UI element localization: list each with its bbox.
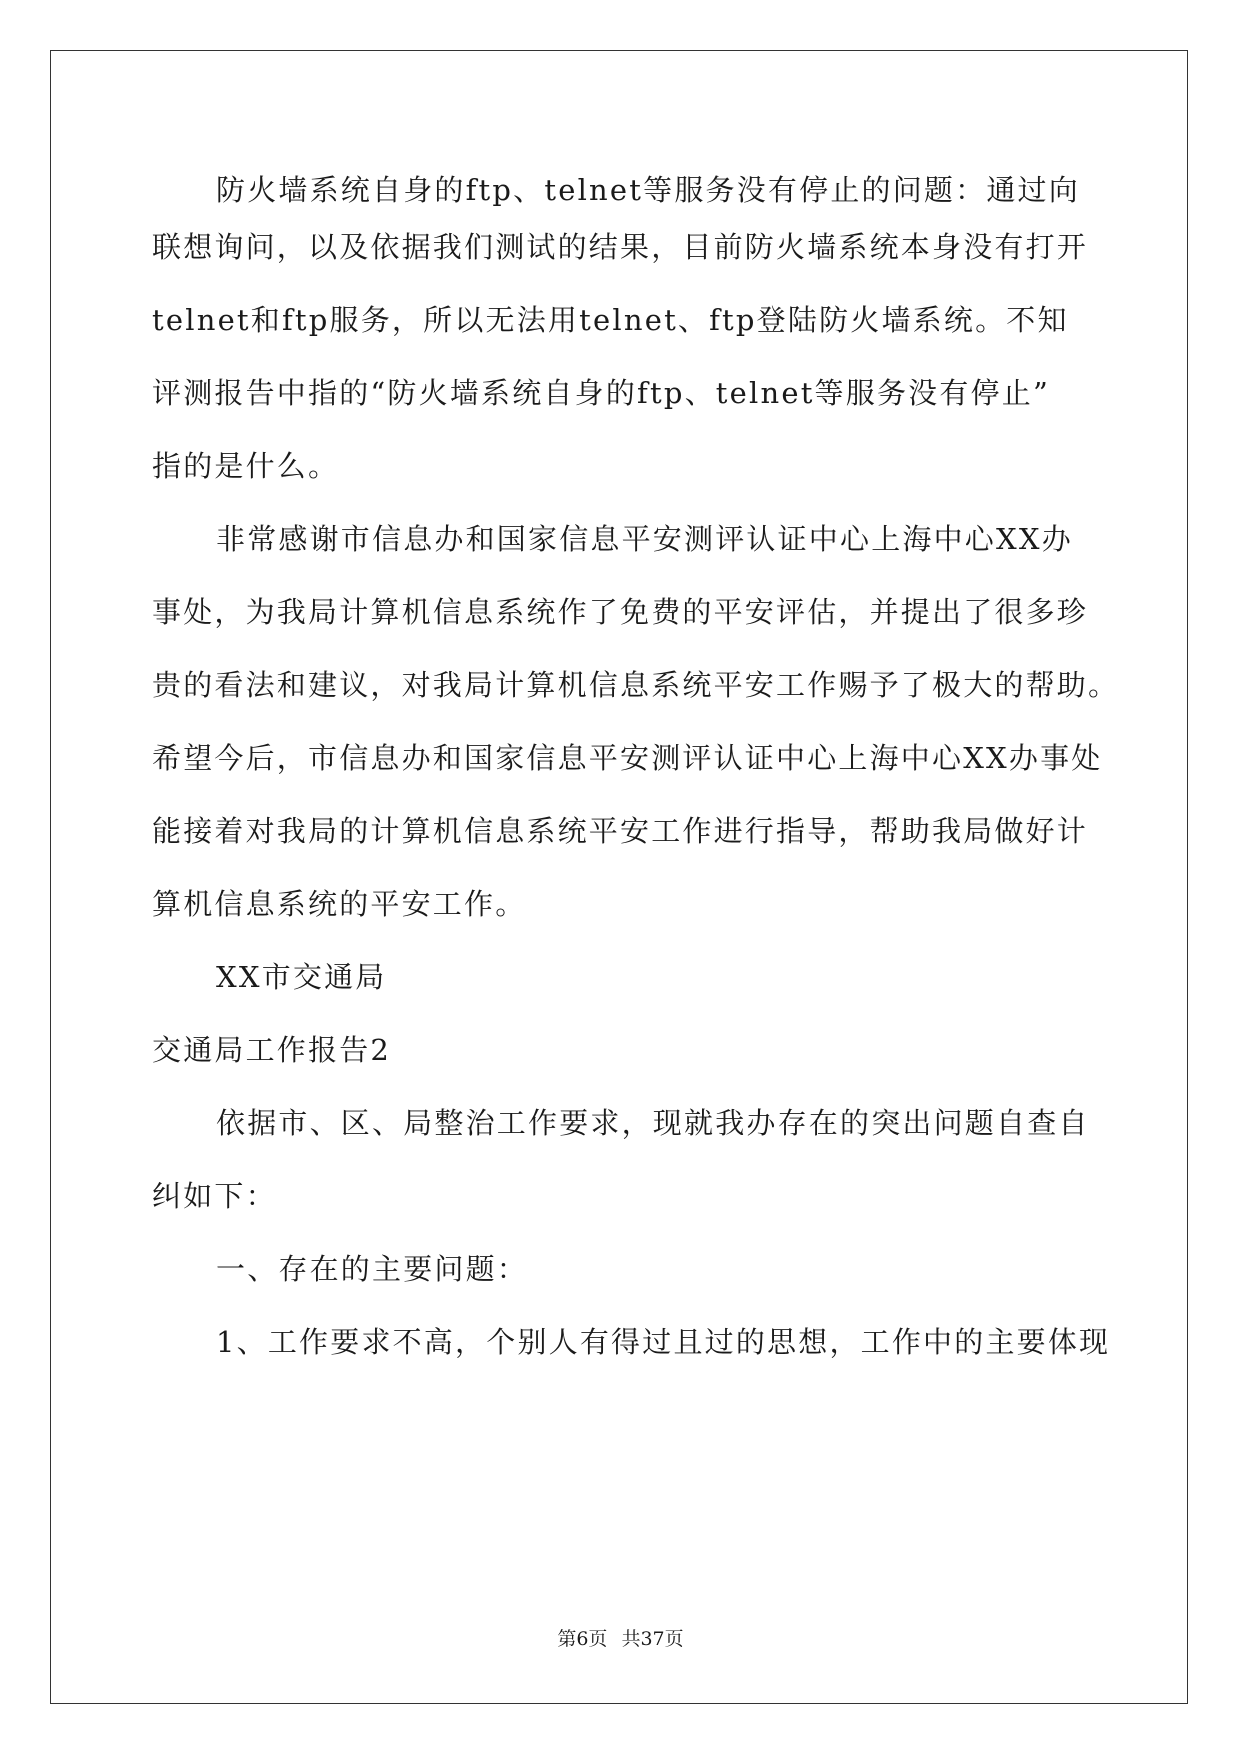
paragraph-line: 能接着对我局的计算机信息系统平安工作进行指导，帮助我局做好计 (152, 814, 1089, 848)
paragraph-line: 非常感谢市信息办和国家信息平安测评认证中心上海中心XX办 (216, 522, 1073, 556)
current-page-label: 第6页 (557, 1628, 608, 1650)
page-footer (0, 1627, 1241, 1651)
paragraph-line: 依据市、区、局整治工作要求，现就我办存在的突出问题自查自 (216, 1106, 1090, 1140)
paragraph-line: 指的是什么。 (152, 449, 340, 483)
paragraph-line: 1、工作要求不高，个别人有得过且过的思想，工作中的主要体现 (216, 1325, 1111, 1359)
page-border (50, 50, 1188, 1704)
paragraph-line: 纠如下： (152, 1179, 277, 1213)
signature-line: XX市交通局 (216, 960, 387, 994)
paragraph-line: 算机信息系统的平安工作。 (152, 887, 527, 921)
paragraph-line: 联想询问，以及依据我们测试的结果，目前防火墙系统本身没有打开 (152, 230, 1089, 264)
paragraph-line: 一、存在的主要问题： (216, 1252, 529, 1286)
paragraph-line: 评测报告中指的“防火墙系统自身的ftp、telnet等服务没有停止” (152, 376, 1050, 410)
paragraph-line: telnet和ftp服务，所以无法用telnet、ftp登陆防火墙系统。不知 (152, 303, 1069, 337)
total-pages-label: 共37页 (621, 1628, 684, 1650)
paragraph-line: 贵的看法和建议，对我局计算机信息系统平安工作赐予了极大的帮助。 (152, 668, 1120, 702)
section-title: 交通局工作报告2 (152, 1033, 392, 1067)
paragraph-line: 防火墙系统自身的ftp、telnet等服务没有停止的问题：通过向 (216, 173, 1080, 207)
paragraph-line: 希望今后，市信息办和国家信息平安测评认证中心上海中心XX办事处 (152, 741, 1103, 775)
paragraph-line: 事处，为我局计算机信息系统作了免费的平安评估，并提出了很多珍 (152, 595, 1089, 629)
